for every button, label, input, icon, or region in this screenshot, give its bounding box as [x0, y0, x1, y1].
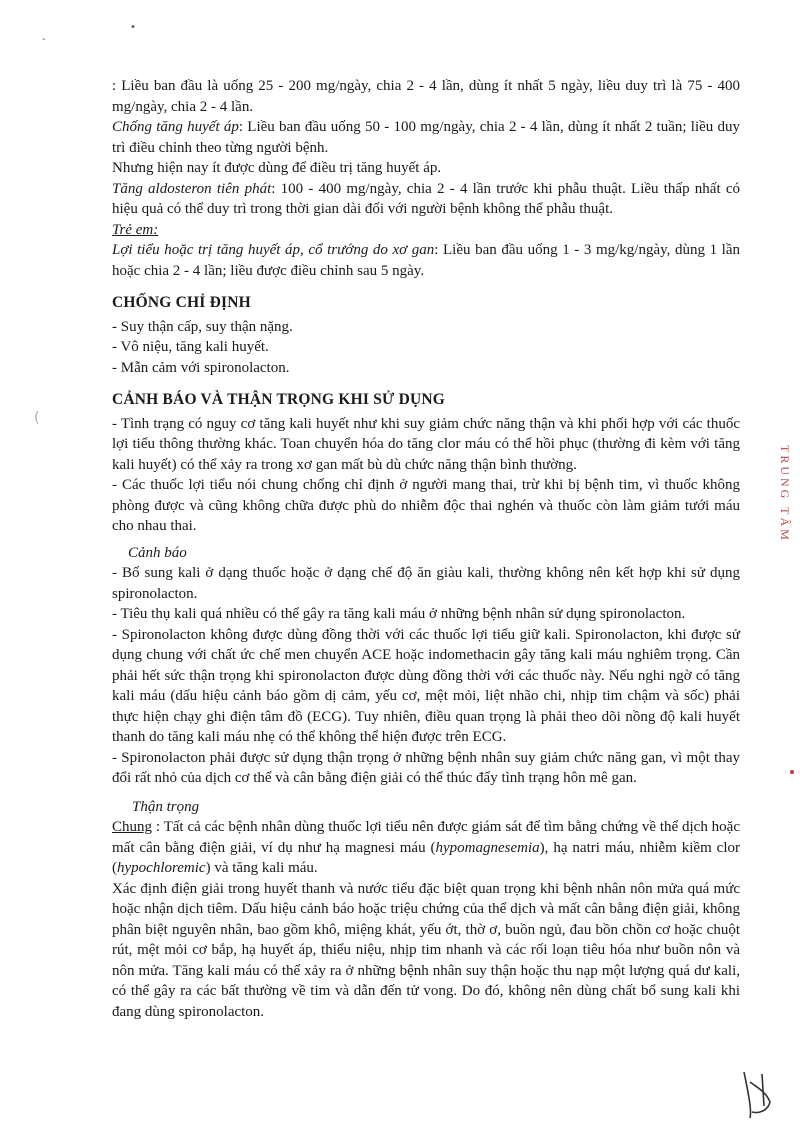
aldosteronism-text: : 100 - 400 mg/ngày, chia 2 - 4 lần trước khi phẫu thuật. Liều thấp nhất có hiệu quả có thể duy trì trong thời gian dài đối với người bệnh không thể phẫu thuật.: [112, 180, 740, 217]
contraindication-item: - Vô niệu, tăng kali huyết.: [112, 339, 269, 355]
canh-bao-item: - Tiêu thụ kali quá nhiều có thể gây ra tăng kali máu ở những bệnh nhân sử dụng spironolacton.: [112, 606, 686, 622]
canh-bao-label: Cảnh báo: [128, 544, 187, 561]
canh-bao-item: - Spironolacton không được dùng đồng thời với các thuốc lợi tiểu giữ kali. Spironolacton, khi được sử dụng chung với chất ức chế men chuyển ACE hoặc indomethacin gây tăng kali máu nghiêm trọng. Cần phải hết sức thận trọng khi spironolacton được dùng đồng thời với các thuốc này. Nếu nghi ngờ có tăng kali máu (dấu hiệu cảnh báo gồm dị cảm, yếu cơ, mệt mỏi, liệt nhão chi, nhịp tim chậm và sốc) phải thực hiện chạy ghi điện tâm đồ (ECG). Tuy nhiên, điều quan trọng là phải theo dõi nồng độ kali huyết thanh do tăng kali máu nhẹ có thể không thể hiện được trên ECG.: [112, 626, 740, 745]
scan-mark: •: [130, 22, 136, 33]
chung-paragraph: [112, 817, 740, 879]
margin-dot: [790, 770, 794, 774]
canh-bao-item: - Spironolacton phải được sử dụng thận trọng ở những bệnh nhân suy giảm chức năng gan, vì một thay đổi rất nhỏ của dịch cơ thể và cân bằng điện giải có thể thúc đẩy tình trạng hôn mê gan.: [112, 749, 740, 786]
hypertension-label: Chống tăng huyết áp: [112, 119, 239, 135]
dosing-hypertension: [112, 117, 740, 158]
dosing-note: Nhưng hiện nay ít được dùng để điều trị tăng huyết áp.: [112, 160, 442, 176]
contraindication-item: - Mẫn cảm với spironolacton.: [112, 359, 290, 376]
hypochloremic-term: hypochloremic: [117, 860, 206, 876]
warning-paragraph: - Tình trạng có nguy cơ tăng kali huyết như khi suy giảm chức năng thận và khi phối hợp với các thuốc lợi tiểu thông thường khác. Toan chuyển hóa do tăng clor máu có thể hồi phục (thường đi kèm với tăng kali huyết) có thể xảy ra trong xơ gan mất bù dù chức năng thận bình thường.: [112, 415, 740, 473]
electrolyte-paragraph: Xác định điện giải trong huyết thanh và nước tiểu đặc biệt quan trọng khi bệnh nhân nôn mửa quá mức hoặc nhận dịch tiêm. Dấu hiệu cảnh báo hoặc triệu chứng của thể dịch và mất cân bằng điện giải, không phân biệt nguyên nhân, bao gồm khô, miệng khát, yếu ớt, thờ ơ, buồn ngủ, đau bồn chồn cơ hoặc chuột rút, mệt mỏi cơ bắp, hạ huyết áp, thiểu niệu, nhịp tim nhanh và các rối loạn tiêu hóa như buồn nôn và nôn mửa. Tăng kali máu có thể xảy ra ở những bệnh nhân suy thận hoặc thu nạp một lượng quá dư kali, có thể gây ra các bất thường về tim và dẫn đến tử vong. Do đó, không nên dùng chất bổ sung kali khi đang dùng spironolacton.: [112, 880, 740, 1020]
margin-stamp: TRUNG TÂM: [778, 445, 792, 543]
document-page: [112, 76, 740, 1022]
children-indication: Lợi tiểu hoặc trị tăng huyết áp, cổ trướng do xơ gan: [112, 242, 435, 258]
than-trong-label: Thận trọng: [132, 798, 200, 815]
children-label: Trẻ em:: [112, 221, 159, 238]
warnings-heading: CẢNH BÁO VÀ THẬN TRỌNG KHI SỬ DỤNG: [112, 391, 446, 408]
contraindication-item: - Suy thận cấp, suy thận nặng.: [112, 318, 293, 335]
children-text: : Liều ban đầu uống 1 - 3 mg/kg/ngày, dùng 1 lần hoặc chia 2 - 4 lần; liều được điều chỉnh sau 5 ngày.: [112, 242, 740, 279]
chung-text-a: : Tất cả các bệnh nhân dùng thuốc lợi tiểu nên được giám sát để tìm bằng chứng về thể dịch hoặc mất cân bằng điện giải, ví dụ như hạ magnesi máu (: [112, 819, 740, 856]
contraindications-heading: CHỐNG CHỈ ĐỊNH: [112, 294, 251, 311]
dosing-aldosteronism: [112, 179, 740, 220]
warning-paragraph: - Các thuốc lợi tiểu nói chung chống chỉ định ở người mang thai, trừ khi bị bệnh tim, vì thuốc không phòng được và cũng không chữa được phù do nhiễm độc thai nghén và thuốc còn làm giảm tưới máu cho nhau thai.: [112, 477, 740, 534]
dosing-paragraph: : Liều ban đầu là uống 25 - 200 mg/ngày, chia 2 - 4 lần, dùng ít nhất 5 ngày, liều duy trì là 75 - 400 mg/ngày, chia 2 - 4 lần.: [112, 78, 740, 115]
signature-mark: [738, 1062, 778, 1122]
chung-text-b: ), hạ natri máu, nhiễm kiềm clor (: [112, 839, 740, 876]
scan-mark: -: [42, 34, 46, 45]
chung-text-c: ) và tăng kali máu.: [205, 860, 318, 876]
canh-bao-item: - Bổ sung kali ở dạng thuốc hoặc ở dạng chế độ ăn giàu kali, thường không nên kết hợp khi sử dụng spironolacton.: [112, 565, 740, 602]
chung-label: Chung: [112, 819, 153, 835]
scan-mark: (: [34, 410, 40, 426]
hypomagnesemia-term: hypomagnesemia: [435, 839, 540, 856]
hypertension-text: : Liều ban đầu uống 50 - 100 mg/ngày, chia 2 - 4 lần, dùng ít nhất 2 tuần; liều duy trì điều chỉnh theo từng người bệnh.: [112, 119, 741, 156]
dosing-children: [112, 240, 740, 281]
aldosteronism-label: Tăng aldosteron tiên phát: [112, 180, 272, 197]
